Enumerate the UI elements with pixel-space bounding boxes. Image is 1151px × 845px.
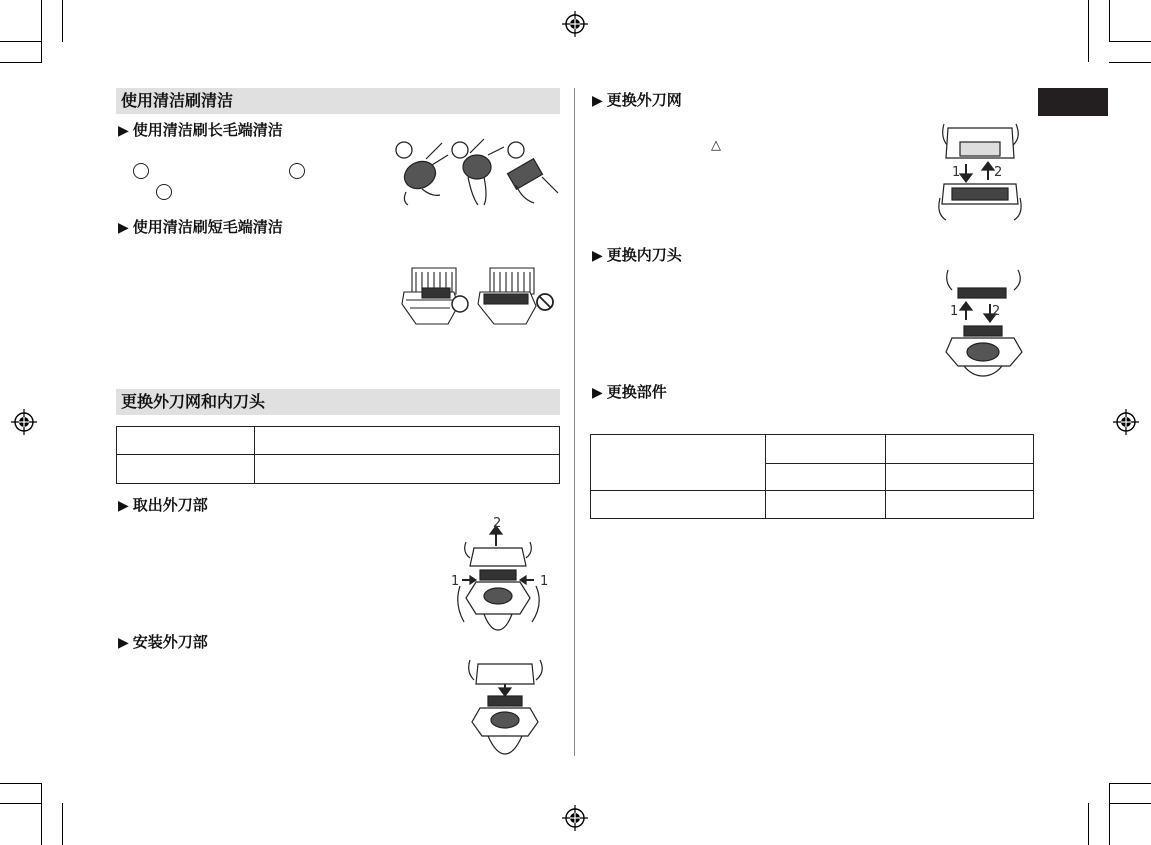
step-number: 1 [950,304,959,319]
step-circle-b [289,163,305,179]
step-number: 2 [493,516,502,531]
remove-outer-frame-illustration [450,518,550,630]
subheading-remove-outer: ▶ 取出外刀部 [118,496,208,514]
crop-mark [1109,0,1110,42]
crop-mark [62,0,63,42]
table-cell [886,435,1034,464]
short-bristle-cleaning-illustration [398,264,563,330]
subheading-long-bristle: ▶ 使用清洁刷长毛端清洁 [118,121,283,139]
table-cell [255,455,560,484]
subheading-install-outer: ▶ 安装外刀部 [118,633,208,651]
step-number: 1 [451,574,460,589]
table-cell [117,455,255,484]
crop-mark [0,783,42,784]
registration-mark-icon [562,11,588,37]
crop-mark [0,803,42,804]
triangle-mark: △ [711,138,721,153]
play-arrow-icon: ▶ [592,385,603,401]
crop-mark [1109,803,1151,804]
crop-mark [0,41,42,42]
install-outer-frame-illustration [462,656,552,756]
column-divider [574,88,575,756]
registration-mark-icon [562,805,588,831]
crop-mark [1109,783,1151,784]
table-cell [766,435,886,464]
table-cell [117,427,255,455]
language-tab [1038,88,1108,116]
step-circle-a [133,163,149,179]
crop-mark [0,62,42,63]
crop-mark [1109,41,1151,42]
table-cell [766,464,886,491]
parts-table [590,434,1034,519]
registration-mark-icon [1113,409,1139,435]
subheading-replace-foil: ▶ 更换外刀网 [592,91,682,109]
play-arrow-icon: ▶ [118,498,129,514]
table-cell [766,491,886,519]
step-number: 1 [540,574,549,589]
table-cell [255,427,560,455]
step-number: 2 [994,165,1003,180]
section-title-replace-foil-blade: 更换外刀网和内刀头 [116,389,560,415]
section-title-brush-cleaning: 使用清洁刷清洁 [116,88,560,114]
table-cell [591,435,766,491]
table-cell [886,491,1034,519]
table-cell [886,464,1034,491]
crop-mark [41,0,42,62]
replace-blade-illustration [938,266,1028,376]
subheading-replace-parts: ▶ 更换部件 [592,383,667,401]
registration-mark-icon [11,409,37,435]
play-arrow-icon: ▶ [592,248,603,264]
play-arrow-icon: ▶ [118,635,129,651]
play-arrow-icon: ▶ [118,123,129,139]
long-bristle-cleaning-illustration [392,137,562,207]
step-number: 2 [992,304,1001,319]
play-arrow-icon: ▶ [118,220,129,236]
replace-foil-illustration [934,118,1026,222]
step-circle-c [156,184,172,200]
crop-mark [1088,803,1089,845]
step-number: 1 [952,165,961,180]
crop-mark [62,803,63,845]
model-table [116,426,560,484]
crop-mark [1088,0,1089,62]
subheading-replace-blade: ▶ 更换内刀头 [592,246,682,264]
subheading-short-bristle: ▶ 使用清洁刷短毛端清洁 [118,218,283,236]
table-cell [591,491,766,519]
crop-mark [41,783,42,845]
play-arrow-icon: ▶ [592,93,603,109]
crop-mark [1109,783,1110,845]
crop-mark [1109,62,1151,63]
